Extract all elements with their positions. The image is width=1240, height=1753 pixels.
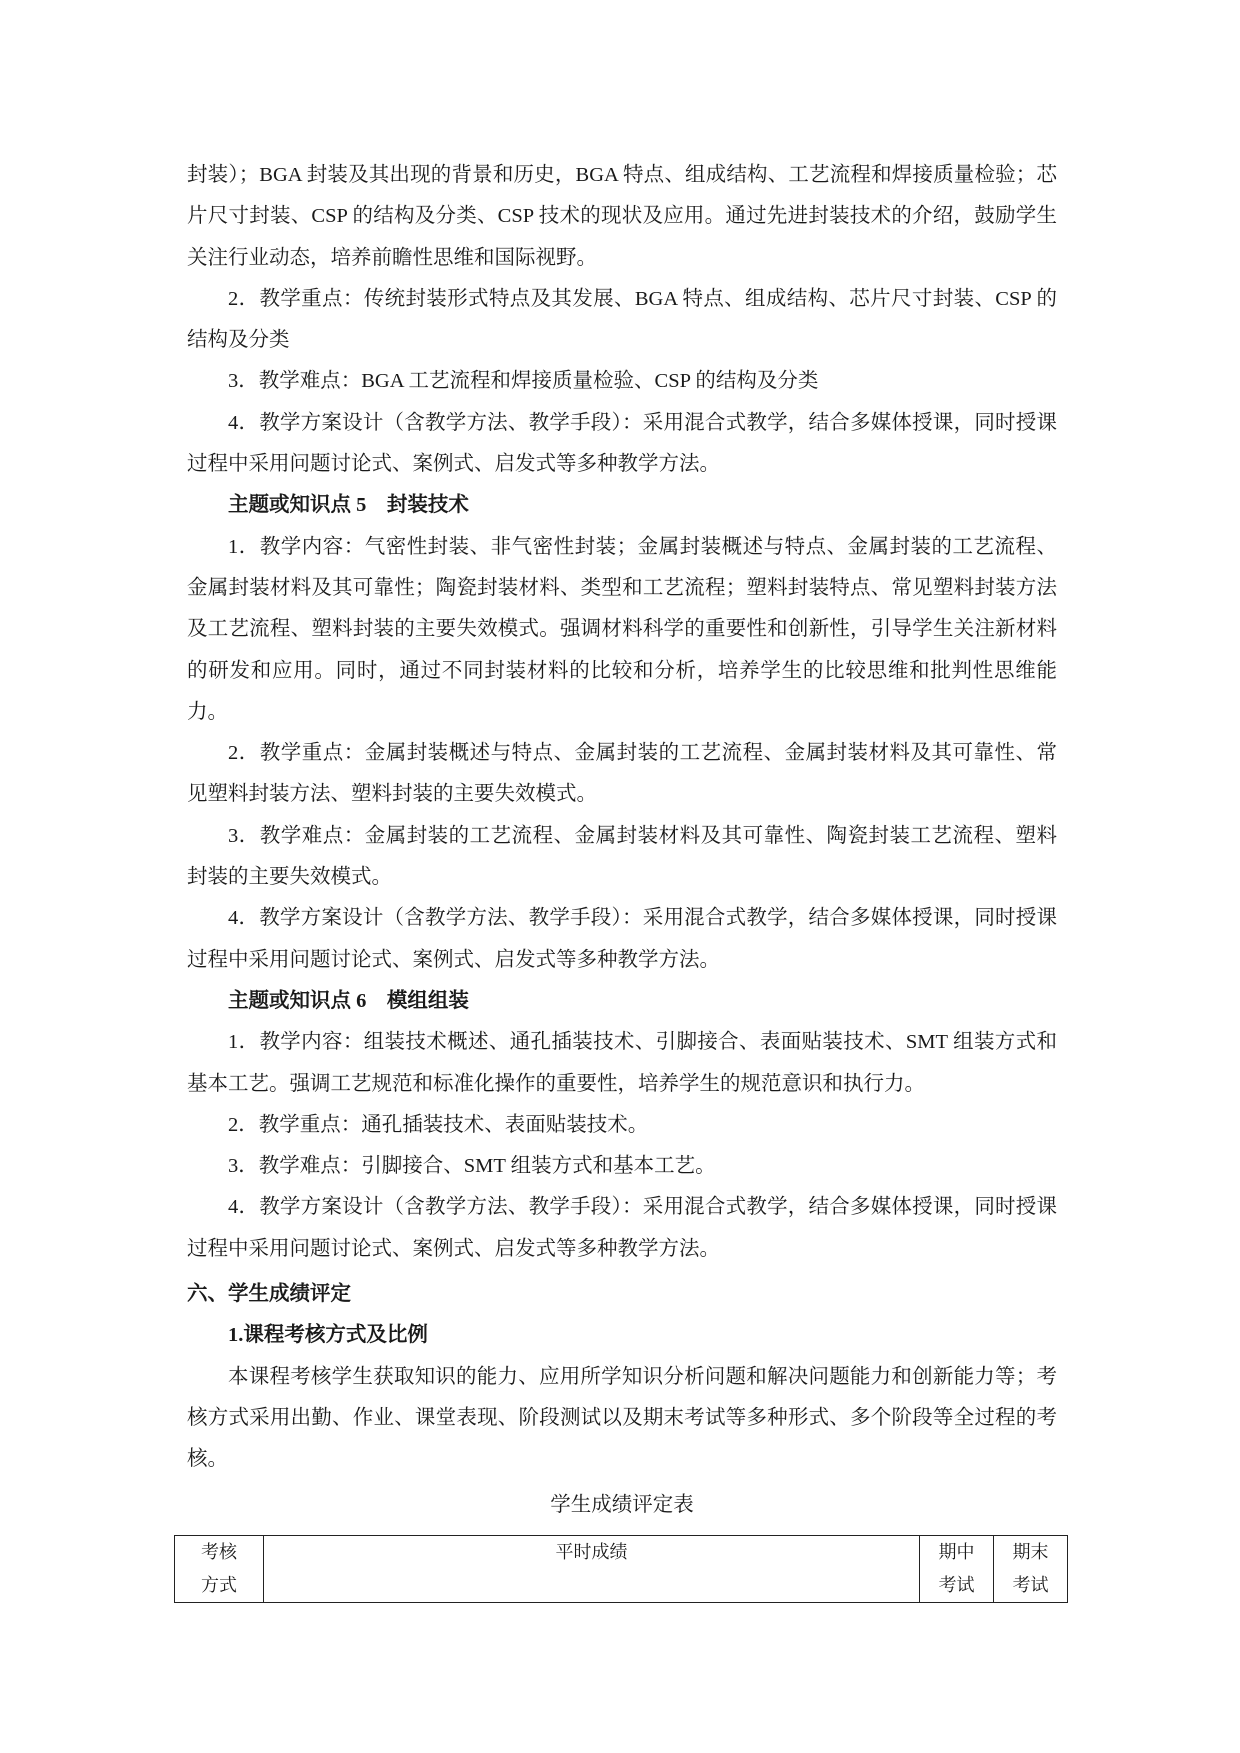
topic5-content: 1．教学内容：气密性封装、非气密性封装；金属封装概述与特点、金属封装的工艺流程、金属封装材料及其可靠性；陶瓷封装材料、类型和工艺流程；塑料封装特点、常见塑料封装方法及工艺流程、塑料封装的主要失效模式。强调材料科学的重要性和创新性，引导学生关注新材料的研发和应用。同时，通过不同封装材料的比较和分析，培养学生的比较思维和批判性思维能力。 <box>187 535 1057 723</box>
topic4-difficulties: 3．教学难点：BGA 工艺流程和焊接质量检验、CSP 的结构及分类 <box>228 370 819 393</box>
topic5-key-points: 2．教学重点：金属封装概述与特点、金属封装的工艺流程、金属封装材料及其可靠性、常见塑料封装方法、塑料封装的主要失效模式。 <box>187 742 1057 806</box>
section6-body: 本课程考核学生获取知识的能力、应用所学知识分析问题和解决问题能力和创新能力等；考核方式采用出勤、作业、课堂表现、阶段测试以及期末考试等多种形式、多个阶段等全过程的考核。 <box>187 1365 1057 1471</box>
header-cell-line: 平时成绩 <box>555 1542 628 1562</box>
topic6-difficulties: 3．教学难点：引脚接合、SMT 组装方式和基本工艺。 <box>228 1155 716 1178</box>
header-cell-line: 考试 <box>1012 1575 1049 1595</box>
header-cell-line: 期中 <box>938 1542 975 1562</box>
header-cell-method <box>175 1536 264 1603</box>
topic6-heading: 主题或知识点 6 模组组装 <box>228 989 469 1012</box>
header-cell-regular-score <box>264 1536 920 1603</box>
table-caption: 学生成绩评定表 <box>550 1493 694 1516</box>
topic4-design: 4．教学方案设计（含教学方法、教学手段）：采用混合式教学，结合多媒体授课，同时授课过程中采用问题讨论式、案例式、启发式等多种教学方法。 <box>187 411 1057 476</box>
header-cell-line: 期末 <box>1012 1542 1049 1562</box>
topic5-difficulties: 3．教学难点：金属封装的工艺流程、金属封装材料及其可靠性、陶瓷封装工艺流程、塑料封装的主要失效模式。 <box>187 824 1057 889</box>
topic6-design: 4．教学方案设计（含教学方法、教学手段）：采用混合式教学，结合多媒体授课，同时授课过程中采用问题讨论式、案例式、启发式等多种教学方法。 <box>187 1196 1057 1260</box>
section6-heading: 六、学生成绩评定 <box>187 1283 351 1306</box>
header-cell-final <box>994 1536 1068 1603</box>
topic4-content-continuation: 封装）；BGA 封装及其出现的背景和历史，BGA 特点、组成结构、工艺流程和焊接质量检验；芯片尺寸封装、CSP 的结构及分类、CSP 技术的现状及应用。通过先进封装技术的介绍，鼓励学生关注行业动态，培养前瞻性思维和国际视野。 <box>187 164 1057 269</box>
header-cell-midterm <box>920 1536 994 1603</box>
table-header-row <box>175 1536 1068 1603</box>
topic4-key-points: 2．教学重点：传统封装形式特点及其发展、BGA 特点、组成结构、芯片尺寸封装、CSP 的结构及分类 <box>187 287 1057 352</box>
topic6-content: 1．教学内容：组装技术概述、通孔插装技术、引脚接合、表面贴装技术、SMT 组装方式和基本工艺。强调工艺规范和标准化操作的重要性，培养学生的规范意识和执行力。 <box>187 1031 1057 1095</box>
header-cell-line: 考试 <box>938 1575 975 1595</box>
topic5-heading: 主题或知识点 5 封装技术 <box>228 494 469 517</box>
grade-evaluation-table <box>174 1535 1068 1603</box>
document-page <box>187 155 1057 1525</box>
header-cell-line: 方式 <box>201 1575 237 1595</box>
header-cell-line: 考核 <box>201 1542 237 1562</box>
topic5-design: 4．教学方案设计（含教学方法、教学手段）：采用混合式教学，结合多媒体授课，同时授课过程中采用问题讨论式、案例式、启发式等多种教学方法。 <box>187 907 1057 971</box>
topic6-key-points: 2．教学重点：通孔插装技术、表面贴装技术。 <box>228 1113 649 1136</box>
section6-subheading: 1.课程考核方式及比例 <box>228 1324 428 1347</box>
